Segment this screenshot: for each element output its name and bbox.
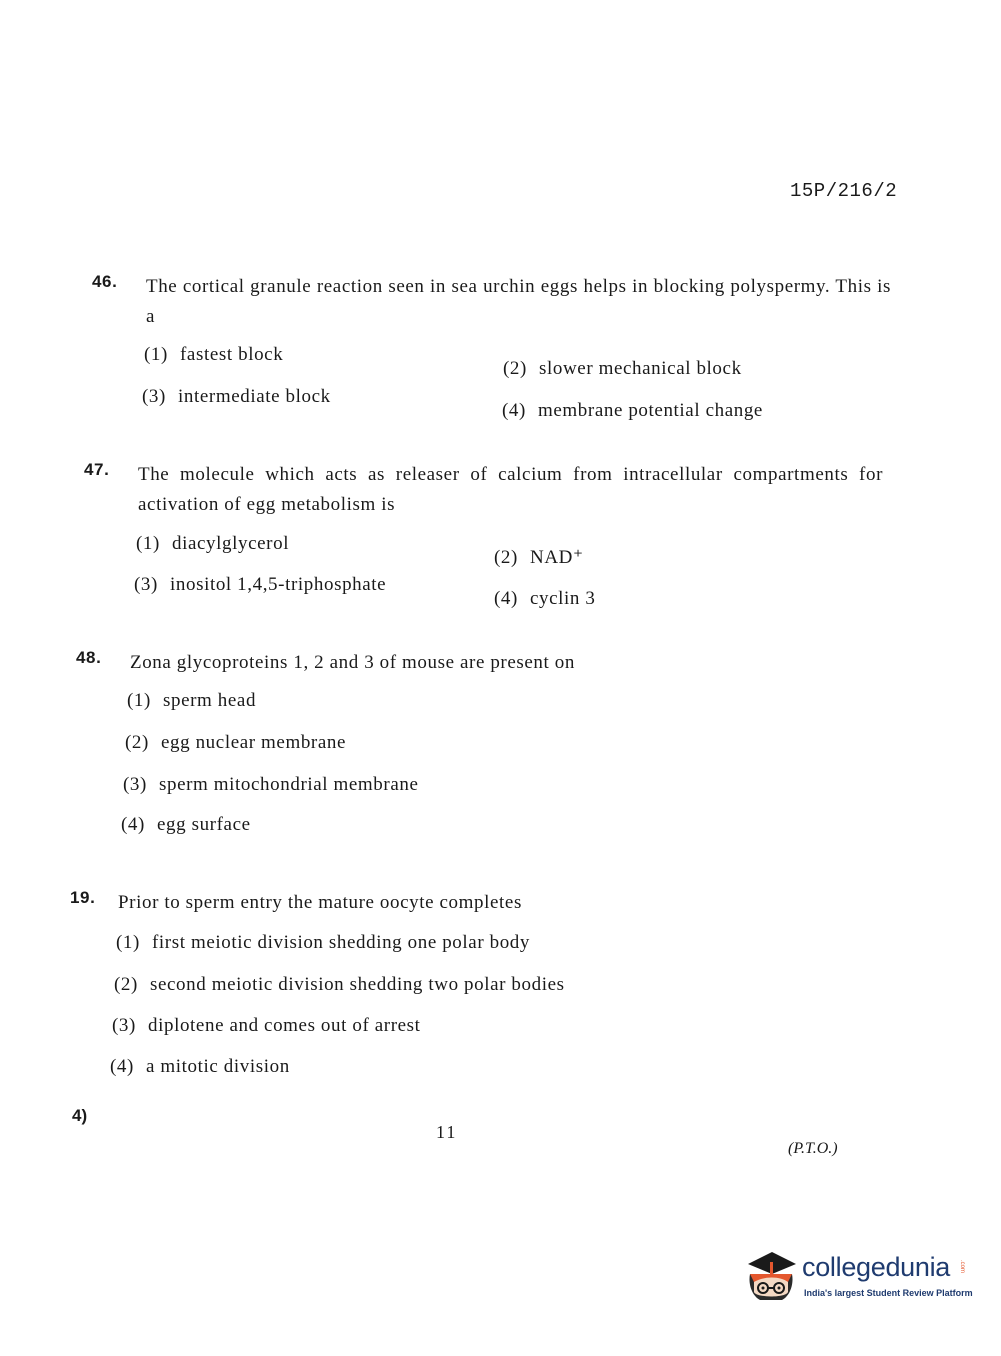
option-number: (1) [127, 690, 151, 711]
question-text: The cortical granule reaction seen in sea urchin eggs helps in blocking polyspermy. This is a [146, 276, 891, 327]
option-text: fastest block [180, 344, 284, 365]
logo-wordmark: collegedunia [802, 1252, 951, 1282]
option-number: (3) [142, 386, 166, 407]
mascot-face-icon [742, 1250, 800, 1310]
option-number: (2) [494, 547, 518, 568]
option-text: a mitotic division [146, 1056, 290, 1077]
option-2 [494, 546, 584, 569]
corner-mark: 4) [72, 1106, 88, 1125]
option-3 [123, 774, 419, 796]
option-text: inositol 1,4,5-triphosphate [170, 574, 387, 595]
option-3 [134, 574, 386, 596]
option-number: (3) [123, 774, 147, 795]
question-text: Prior to sperm entry the mature oocyte completes [118, 892, 522, 913]
option-1 [116, 932, 530, 954]
option-number: (1) [116, 932, 140, 953]
page-number: 11 [436, 1122, 458, 1142]
option-number: (4) [502, 400, 526, 421]
question-text: The molecule which acts as releaser of calcium from intracellular compartments for activation of egg metabolism is [138, 464, 883, 515]
question-number: 19. [70, 888, 96, 907]
collegedunia-logo [742, 1250, 972, 1310]
option-4 [110, 1056, 290, 1078]
option-4 [494, 588, 595, 610]
option-number: (2) [503, 358, 527, 379]
option-4 [121, 814, 251, 836]
option-text: egg surface [157, 814, 251, 835]
option-text: sperm head [163, 690, 257, 711]
question-number: 47. [84, 460, 110, 479]
page-code: 15P/216/2 [790, 180, 898, 202]
option-1 [127, 690, 256, 712]
option-2 [503, 358, 742, 380]
logo-tagline: India's largest Student Review Platform [804, 1288, 973, 1298]
logo-dotcom: .com [959, 1260, 965, 1274]
question-number: 46. [92, 272, 118, 291]
option-text: sperm mitochondrial membrane [159, 774, 419, 795]
option-3 [142, 386, 331, 408]
option-text: NAD⁺ [530, 547, 584, 568]
option-number: (2) [114, 974, 138, 995]
option-number: (1) [144, 344, 168, 365]
option-number: (4) [494, 588, 518, 609]
option-text: cyclin 3 [530, 588, 596, 609]
option-number: (2) [125, 732, 149, 753]
pto-label: (P.T.O.) [788, 1140, 838, 1157]
option-number: (1) [136, 533, 160, 554]
option-text: second meiotic division shedding two polar bodies [150, 974, 565, 995]
question-text: Zona glycoproteins 1, 2 and 3 of mouse are present on [130, 652, 575, 673]
option-number: (3) [134, 574, 158, 595]
option-3 [112, 1015, 421, 1037]
option-text: intermediate block [178, 386, 331, 407]
option-2 [125, 732, 346, 754]
option-text: diplotene and comes out of arrest [148, 1015, 421, 1036]
option-text: diacylglycerol [172, 533, 290, 554]
option-text: slower mechanical block [539, 358, 742, 379]
option-2 [114, 974, 565, 996]
option-number: (4) [121, 814, 145, 835]
question-number: 48. [76, 648, 102, 667]
option-1 [136, 533, 289, 555]
option-number: (4) [110, 1056, 134, 1077]
option-text: egg nuclear membrane [161, 732, 347, 753]
option-4 [502, 400, 763, 422]
option-text: membrane potential change [538, 400, 763, 421]
option-number: (3) [112, 1015, 136, 1036]
option-1 [144, 344, 283, 366]
option-text: first meiotic division shedding one polar body [152, 932, 530, 953]
